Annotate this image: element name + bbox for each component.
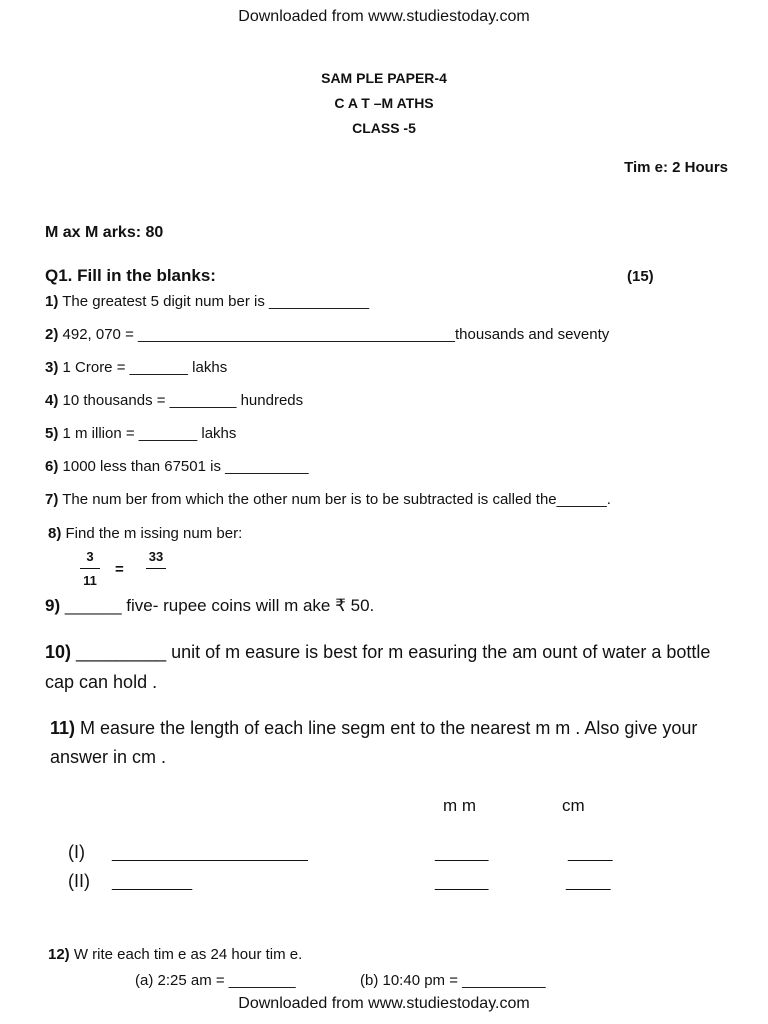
question-12 [48, 946, 302, 963]
question-text: The greatest 5 digit num ber is ____________ [58, 293, 370, 310]
time-allowed: Tim e: 2 Hours [624, 159, 728, 176]
question-number: 9) [45, 596, 61, 615]
question-number: 7) [45, 491, 59, 508]
question-text: 10 thousands = ________ hundreds [58, 392, 304, 409]
segment-line-1: ______________________ [112, 845, 308, 862]
mm-blank-2: ______ [435, 874, 489, 891]
max-marks: M ax M arks: 80 [45, 224, 164, 241]
question-number: 10) [45, 642, 72, 662]
question-8 [48, 525, 242, 542]
paper-subject: C A T –M ATHS [334, 95, 434, 111]
fraction-left-numerator: 3 [86, 549, 94, 564]
question-number: 2) [45, 326, 59, 343]
question-text: 1 m illion = _______ lakhs [58, 425, 237, 442]
q12-part-a: (a) 2:25 am = ________ [135, 972, 296, 989]
question-text: Find the m issing num ber: [61, 525, 243, 542]
question-text: M easure the length of each line segm ent to the nearest m m . Also give your [75, 718, 698, 738]
question-number: 8) [48, 525, 62, 542]
column-mm: m m [443, 796, 477, 815]
question-10-continuation: cap can hold . [45, 672, 158, 692]
question-9 [45, 596, 374, 616]
question-text: W rite each tim e as 24 hour tim e. [69, 946, 303, 963]
question-10 [45, 642, 710, 663]
question-number: 5) [45, 425, 59, 442]
question-text: The num ber from which the other num ber is to be subtracted is called the______. [58, 491, 611, 508]
question-7 [45, 491, 611, 508]
segment-label-1: (I) [68, 842, 85, 862]
paper-title: SAM PLE PAPER-4 [321, 70, 447, 86]
fraction-equals: = [115, 561, 124, 578]
question-text: 492, 070 = ______________________________________thousands and seventy [58, 326, 610, 343]
cm-blank-1: _____ [568, 845, 613, 862]
question-3 [45, 359, 227, 376]
question-text: 1000 less than 67501 is __________ [58, 458, 309, 475]
question-text: 1 Crore = _______ lakhs [58, 359, 228, 376]
question-6 [45, 458, 309, 475]
section-heading: Q1. Fill in the blanks: [45, 266, 216, 285]
fraction-right-bar [146, 568, 166, 569]
question-4 [45, 392, 303, 409]
question-text: ______ five- rupee coins will m ake ₹ 50. [60, 596, 375, 615]
segment-line-2: _________ [112, 874, 193, 891]
mm-blank-1: ______ [435, 845, 489, 862]
question-11-continuation: answer in cm . [50, 747, 167, 767]
paper-class: CLASS -5 [352, 120, 416, 136]
question-number: 4) [45, 392, 59, 409]
question-2 [45, 326, 609, 343]
question-number: 11) [50, 718, 76, 738]
question-1 [45, 293, 369, 310]
question-11 [50, 718, 697, 739]
cm-blank-2: _____ [566, 874, 611, 891]
fraction-left-denominator: 11 [83, 573, 97, 588]
question-number: 3) [45, 359, 59, 376]
question-number: 12) [48, 946, 70, 963]
fraction-left [80, 549, 100, 588]
fraction-right-numerator: 33 [148, 549, 164, 564]
source-header: Downloaded from www.studiestoday.com [238, 8, 530, 25]
question-5 [45, 425, 236, 442]
q12-part-b: (b) 10:40 pm = __________ [360, 972, 546, 989]
question-text: _________ unit of m easure is best for m easuring the am ount of water a bottle [71, 642, 711, 662]
source-footer: Downloaded from www.studiestoday.com [238, 995, 530, 1012]
question-number: 6) [45, 458, 59, 475]
fraction-right [146, 549, 166, 573]
segment-label-2: (II) [68, 871, 90, 891]
column-cm: cm [562, 796, 585, 815]
question-number: 1) [45, 293, 59, 310]
section-marks: (15) [627, 268, 654, 285]
fraction-left-bar [80, 568, 100, 569]
